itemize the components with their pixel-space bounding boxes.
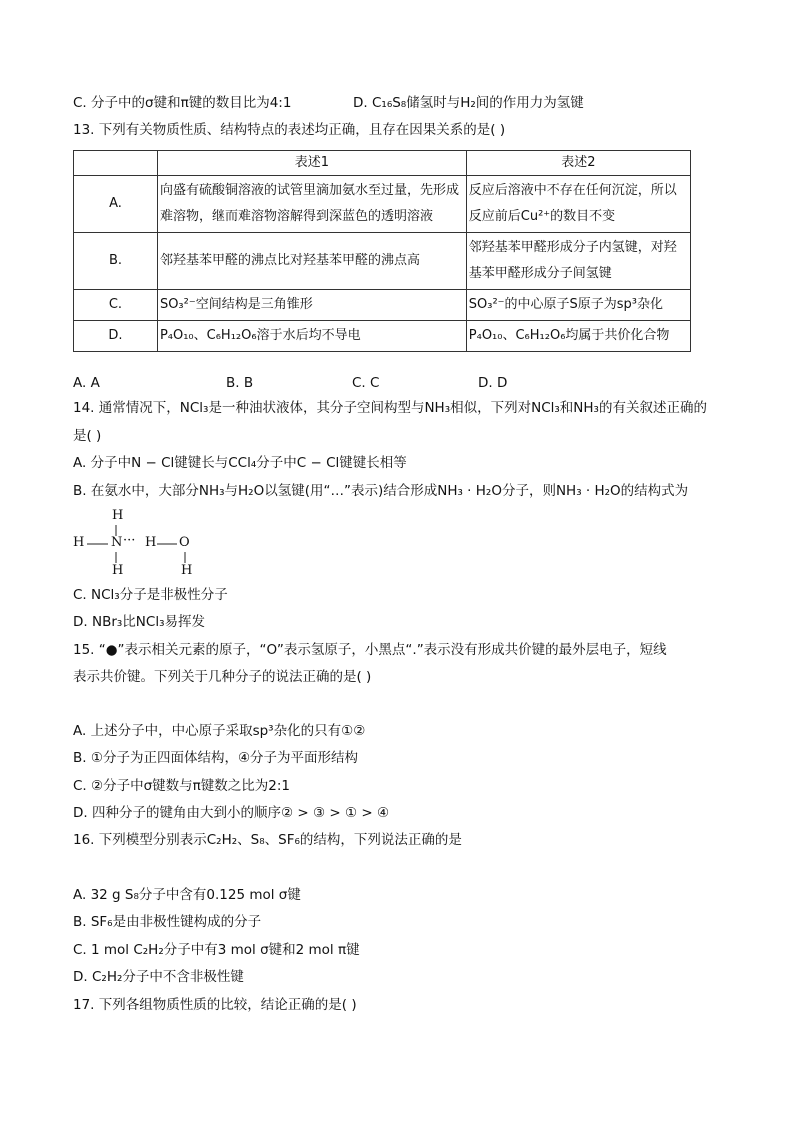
statement1-cell: 邻羟基苯甲醛的沸点比对羟基苯甲醛的沸点高	[157, 233, 466, 290]
q14-option-b: B. 在氨水中，大部分NH₃与H₂O以氢键(用“…”表示)结合形成NH₃ · H₂O分子，则NH₃ · H₂O的结构式为	[73, 483, 689, 499]
q14-option-d: D. NBr₃比NCl₃易挥发	[73, 614, 205, 630]
q16-option-c: C. 1 mol C₂H₂分子中有3 mol σ键和2 mol π键	[73, 942, 360, 958]
header-cell-statement2: 表述2	[466, 151, 690, 176]
table-row	[74, 321, 691, 352]
q13-option-c: C. C	[352, 375, 380, 391]
q15-stem-line1: 15. “●”表示相关元素的原子，“O”表示氢原子，小黑点“.”表示没有形成共价键的最外层电子，短线	[73, 642, 667, 658]
row-label: A.	[74, 176, 158, 233]
statement1-cell: SO₃²⁻空间结构是三角锥形	[157, 290, 466, 321]
q16-option-b: B. SF₆是由非极性键构成的分子	[73, 914, 262, 930]
formula-h-left: H	[73, 535, 85, 550]
q15-option-b: B. ①分子为正四面体结构，④分子为平面形结构	[73, 750, 359, 766]
q15-option-a: A. 上述分子中，中心原子采取sp³杂化的只有①②	[73, 723, 366, 739]
q16-option-d: D. C₂H₂分子中不含非极性键	[73, 969, 244, 985]
q12-option-d: D. C₁₆S₈储氢时与H₂间的作用力为氢键	[353, 95, 584, 111]
table-row	[74, 176, 691, 233]
q16-option-a: A. 32 g S₈分子中含有0.125 mol σ键	[73, 887, 301, 903]
statement1-cell: 向盛有硫酸铜溶液的试管里滴加氨水至过量，先形成难溶物，继而难溶物溶解得到深蓝色的透明溶液	[157, 176, 466, 233]
statement1-cell: P₄O₁₀、C₆H₁₂O₆溶于水后均不导电	[157, 321, 466, 352]
header-cell-blank	[74, 151, 158, 176]
header-cell-statement1: 表述1	[157, 151, 466, 176]
q16-stem: 16. 下列模型分别表示C₂H₂、S₈、SF₆的结构，下列说法正确的是	[73, 832, 462, 848]
formula-hbond-dots: ···	[123, 533, 136, 548]
q14-option-c: C. NCl₃分子是非极性分子	[73, 587, 228, 603]
nh3-h2o-structural-formula	[73, 508, 213, 578]
formula-h-top: H	[112, 508, 124, 523]
statement2-cell: 邻羟基苯甲醛形成分子内氢键，对羟基苯甲醛形成分子间氢键	[466, 233, 690, 290]
formula-n: N	[111, 535, 123, 550]
formula-h-bottom-o: H	[181, 563, 193, 578]
formula-o: O	[179, 535, 190, 550]
q13-table	[73, 150, 691, 352]
q14-stem-line2: 是( )	[73, 428, 102, 444]
formula-h-mid: H	[145, 535, 157, 550]
q15-option-c: C. ②分子中σ键数与π键数之比为2:1	[73, 778, 291, 794]
q17-stem: 17. 下列各组物质性质的比较，结论正确的是( )	[73, 997, 357, 1013]
q15-option-d: D. 四种分子的键角由大到小的顺序② > ③ > ① > ④	[73, 805, 390, 821]
q12-option-c: C. 分子中的σ键和π键的数目比为4:1	[73, 95, 292, 111]
q13-option-b: B. B	[226, 375, 254, 391]
table-row	[74, 290, 691, 321]
q13-option-d: D. D	[478, 375, 508, 391]
q15-stem-line2: 表示共价键。下列关于几种分子的说法正确的是( )	[73, 669, 372, 685]
statement2-cell: 反应后溶液中不存在任何沉淀，所以反应前后Cu²⁺的数目不变	[466, 176, 690, 233]
table-row	[74, 233, 691, 290]
row-label: C.	[74, 290, 158, 321]
q13-option-a: A. A	[73, 375, 100, 391]
formula-h-bottom-n: H	[112, 563, 124, 578]
statement2-cell: SO₃²⁻的中心原子S原子为sp³杂化	[466, 290, 690, 321]
table-header-row	[74, 151, 691, 176]
row-label: B.	[74, 233, 158, 290]
statement2-cell: P₄O₁₀、C₆H₁₂O₆均属于共价化合物	[466, 321, 690, 352]
q14-option-a: A. 分子中N − Cl键键长与CCl₄分子中C − Cl键键长相等	[73, 455, 407, 471]
q14-stem-line1: 14. 通常情况下，NCl₃是一种油状液体，其分子空间构型与NH₃相似，下列对NCl₃和NH₃的有关叙述正确的	[73, 400, 707, 416]
row-label: D.	[74, 321, 158, 352]
q13-stem: 13. 下列有关物质性质、结构特点的表述均正确，且存在因果关系的是( )	[73, 122, 506, 138]
